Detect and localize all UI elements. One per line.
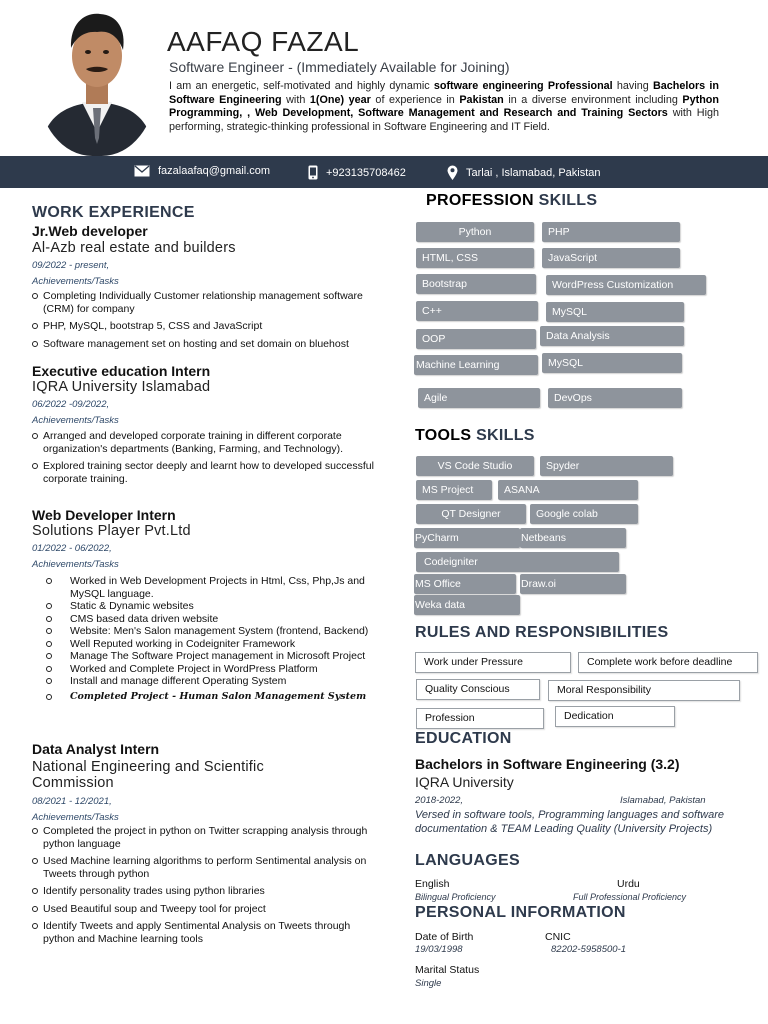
job-achievements-label: Achievements/Tasks (32, 276, 119, 287)
job-achievements-label: Achievements/Tasks (32, 812, 119, 823)
summary-emphasis: Bachelors in Software Engineering (169, 80, 719, 106)
job-title: Data Analyst Intern (32, 741, 160, 757)
job-dates: 01/2022 - 06/2022, (32, 543, 112, 554)
education-degree: Bachelors in Software Engineering (3.2) (415, 756, 680, 772)
education-location: Islamabad, Pakistan (620, 795, 706, 806)
candidate-subtitle: Software Engineer - (Immediately Available for Joining) (169, 59, 510, 75)
job-company: Al-Azb real estate and builders (32, 240, 236, 256)
phone-icon (308, 165, 318, 180)
skill-chip: Data Analysis (540, 326, 684, 346)
cnic-value: 82202-5958500-1 (551, 944, 627, 955)
rule-item: Moral Responsibility (548, 680, 740, 701)
dob-label: Date of Birth (415, 931, 474, 943)
job-task: Completing Individually Customer relationship management software (CRM) for company (32, 290, 377, 315)
heading-part: SKILLS (533, 192, 598, 209)
marital-status-value: Single (415, 978, 442, 989)
skill-chip: MySQL (546, 302, 684, 322)
personal-info-heading: PERSONAL INFORMATION (415, 904, 626, 921)
job-achievements-label: Achievements/Tasks (32, 415, 119, 426)
tool-chip: VS Code Studio (416, 456, 534, 476)
skill-chip: Machine Learning (414, 355, 538, 375)
envelope-icon (134, 165, 150, 177)
tool-chip: Netbeans (520, 528, 626, 548)
rules-heading: RULES AND RESPONSIBILITIES (415, 624, 669, 641)
summary-text: having (612, 80, 653, 92)
summary-emphasis: software engineering Professional (433, 80, 613, 92)
job-task: Arranged and developed corporate training in different corporate organization's departments (Banking, Farming, and Technology). (32, 430, 377, 455)
job-task: Worked in Web Development Projects in Html, Css, Php,Js and MySQL language. (32, 575, 377, 600)
summary-text: I am an energetic, self-motivated and highly dynamic (169, 80, 434, 92)
tool-chip: MS Project (416, 480, 492, 500)
language-name: English (415, 878, 450, 890)
languages-heading: LANGUAGES (415, 852, 520, 869)
rule-item: Complete work before deadline (578, 652, 758, 673)
tool-chip: Google colab (530, 504, 638, 524)
job-task: Software management set on hosting and set domain on bluehost (32, 338, 377, 351)
phone-text: +923135708462 (326, 166, 406, 179)
skill-chip: WordPress Customization (546, 275, 706, 295)
job-task: Identify Tweets and apply Sentimental Analysis on Tweets through python and Machine learning tools (32, 920, 377, 945)
language-level: Bilingual Proficiency (415, 892, 496, 902)
job-dates: 06/2022 -09/2022, (32, 399, 110, 410)
language-level: Full Professional Proficiency (573, 892, 687, 902)
skill-chip: JavaScript (542, 248, 680, 268)
rule-item: Work under Pressure (415, 652, 571, 673)
job-task: Worked and Complete Project in WordPress Platform (32, 663, 377, 676)
contact-email[interactable] (134, 165, 270, 177)
location-text: Tarlai , Islamabad, Pakistan (466, 166, 601, 179)
job-task: Completed the project in python on Twitter scrapping analysis through python language (32, 825, 377, 850)
summary-text: with High performing, strategic-thinking professional in Software Engineering and IT Field. (169, 107, 720, 133)
location-pin-icon (447, 165, 458, 180)
profile-photo (38, 6, 156, 156)
job-task: CMS based data driven website (32, 613, 377, 626)
rule-item: Dedication (555, 706, 675, 727)
education-dates: 2018-2022, (415, 795, 464, 806)
tool-chip: Draw.oi (520, 574, 626, 594)
summary-emphasis: Python Programming, , Web Development, Software Management and Research and Training Sectors (169, 93, 719, 119)
job-task-list (32, 825, 377, 950)
job-task: Static & Dynamic websites (32, 600, 377, 613)
skill-chip: C++ (416, 301, 538, 321)
heading-part: SKILLS (471, 427, 535, 444)
tool-chip: PyCharm (414, 528, 520, 548)
skill-chip: DevOps (548, 388, 682, 408)
dob-value: 19/03/1998 (415, 944, 463, 955)
job-dates: 09/2022 - present, (32, 260, 110, 271)
job-achievements-label: Achievements/Tasks (32, 559, 119, 570)
tool-chip: Codeigniter (416, 552, 619, 572)
job-title: Web Developer Intern (32, 507, 176, 523)
marital-status-label: Marital Status (415, 964, 480, 976)
rule-item: Profession (416, 708, 544, 729)
skill-chip: Python (416, 222, 534, 242)
job-company: Solutions Player Pvt.Ltd (32, 523, 191, 539)
candidate-name: AAFAQ FAZAL (167, 26, 360, 57)
job-task: Explored training sector deeply and learnt how to developed successful corporate training. (32, 460, 377, 485)
skill-chip: HTML, CSS (416, 248, 534, 268)
skill-chip: Agile (418, 388, 540, 408)
job-task: PHP, MySQL, bootstrap 5, CSS and JavaScript (32, 320, 377, 333)
tool-chip: ASANA (498, 480, 638, 500)
profession-skills-heading (426, 192, 597, 210)
summary-text: in a diverse environment including (503, 93, 683, 106)
job-company: IQRA University Islamabad (32, 379, 211, 395)
job-company: National Engineering and Scientific Commission (32, 759, 264, 791)
job-task-list (32, 575, 377, 703)
job-task-list (32, 430, 377, 490)
skill-chip: MySQL (542, 353, 682, 373)
job-task: Identify personality trades using python libraries (32, 885, 377, 898)
job-task: Used Machine learning algorithms to perform Sentimental analysis on Tweets through python (32, 855, 377, 880)
rule-item: Quality Conscious (416, 679, 540, 700)
summary-text: with (281, 93, 310, 106)
tool-chip: Weka data (414, 595, 520, 615)
tool-chip: MS Office (414, 574, 516, 594)
summary-emphasis: Pakistan (459, 93, 504, 106)
education-university: IQRA University (415, 774, 514, 790)
summary-text: of experience in (370, 93, 460, 106)
email-text: fazalaafaq@gmail.com (158, 165, 271, 177)
contact-bar (0, 156, 768, 188)
job-task: Install and manage different Operating System (32, 675, 377, 688)
job-task: Well Reputed working in Codeigniter Framework (32, 638, 377, 651)
tool-chip: Spyder (540, 456, 673, 476)
language-name: Urdu (617, 878, 640, 890)
job-task: Website: Men's Salon management System (frontend, Backend) (32, 625, 377, 638)
heading-part: TOOLS (415, 427, 472, 444)
summary-emphasis: 1(One) year (309, 93, 371, 106)
skill-chip: OOP (416, 329, 536, 349)
skill-chip: Bootstrap (416, 274, 536, 294)
education-heading: EDUCATION (415, 730, 512, 747)
skill-chip: PHP (542, 222, 680, 242)
cnic-label: CNIC (545, 931, 571, 943)
contact-location (447, 165, 601, 180)
job-title: Jr.Web developer (32, 223, 148, 239)
education-description: Versed in software tools, Programming languages and software documentation & TEAM Leading Quality (University Projects) (415, 809, 724, 835)
job-task: Used Beautiful soup and Tweepy tool for project (32, 903, 377, 916)
job-dates: 08/2021 - 12/2021, (32, 796, 112, 807)
job-task-list (32, 290, 377, 355)
tools-skills-heading (415, 427, 535, 445)
job-task: Manage The Software Project management in Microsoft Project (32, 650, 377, 663)
tool-chip: QT Designer (416, 504, 526, 524)
work-experience-heading: WORK EXPERIENCE (32, 204, 195, 221)
heading-part: PROFESSION (426, 192, 534, 209)
job-title: Executive education Intern (32, 363, 211, 379)
contact-phone[interactable] (308, 165, 406, 180)
job-task-highlight: Completed Project - Human Salon Management System (32, 691, 377, 704)
profile-summary (169, 80, 719, 134)
